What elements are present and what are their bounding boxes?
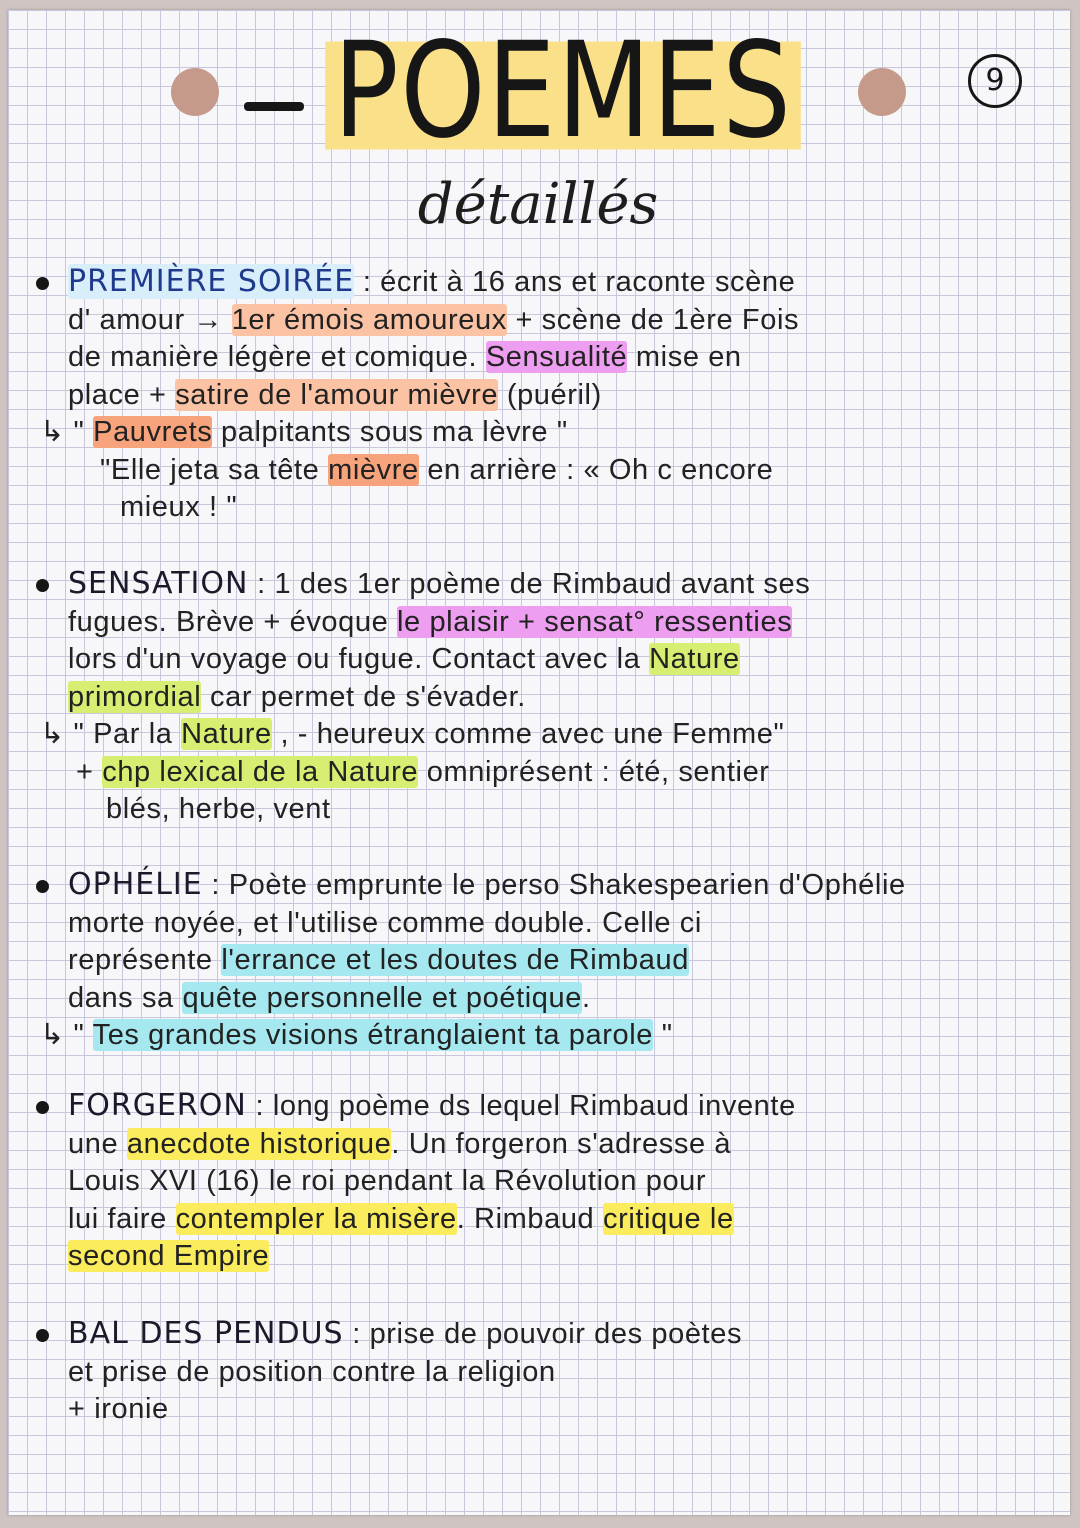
text: mise en <box>635 341 742 373</box>
highlighted-text: Sensualité <box>485 341 628 373</box>
section-line <box>68 1087 1066 1126</box>
section-line <box>68 980 1066 1018</box>
text: lui faire <box>68 1202 167 1235</box>
bullet-point <box>36 1101 49 1114</box>
highlighted-text: quête personnelle et poétique <box>182 981 582 1014</box>
text: Louis XVI (16) le roi pendant la Révolution pour <box>68 1165 707 1197</box>
text: + <box>76 755 94 788</box>
page-subtitle: détaillés <box>417 172 659 237</box>
section-ophelie <box>36 866 1066 1055</box>
text: : prise de pouvoir des poètes <box>352 1318 743 1350</box>
section-line <box>68 1315 1066 1354</box>
section-line <box>68 905 1066 943</box>
bullet-point <box>36 880 49 893</box>
section-line <box>68 377 1066 415</box>
highlighted-text: Tes grandes visions étranglaient ta parole <box>92 1019 654 1051</box>
section-line <box>68 1391 1066 1429</box>
text: ↳ " <box>40 1019 85 1051</box>
section-line <box>68 679 1066 717</box>
quote-line <box>120 489 1066 527</box>
text: + ironie <box>68 1393 169 1425</box>
text: . <box>582 981 591 1014</box>
text: palpitants sous ma lèvre " <box>221 416 568 448</box>
text: car permet de s'évader. <box>210 680 526 713</box>
title-dash <box>244 102 304 111</box>
text: : 1 des 1er poème de Rimbaud avant ses <box>257 568 811 600</box>
page-number: 9 <box>968 54 1022 108</box>
text: : écrit à 16 ans et raconte scène <box>362 266 796 298</box>
text: morte noyée, et l'utilise comme double. Celle ci <box>68 906 702 939</box>
highlighted-text: l'errance et les doutes de Rimbaud <box>221 944 689 976</box>
text: une <box>68 1127 119 1160</box>
text: lors d'un voyage ou fugue. Contact avec la <box>68 643 641 675</box>
notebook-page <box>8 10 1070 1515</box>
section-heading: OPHÉLIE <box>68 867 203 902</box>
highlighted-text: satire de l'amour mièvre <box>175 378 499 411</box>
section-premiere-soiree <box>36 263 1066 527</box>
section-sensation <box>36 565 1066 829</box>
text: dans sa <box>68 981 174 1014</box>
quote-line <box>40 414 1066 452</box>
punch-hole-left <box>171 68 219 116</box>
quote-line <box>100 452 1066 490</box>
highlighted-text: critique le <box>602 1202 734 1235</box>
section-line <box>68 1238 1066 1276</box>
highlighted-text: primordial <box>68 680 202 713</box>
quote-line <box>40 716 1066 754</box>
section-line <box>68 302 1066 340</box>
text: mieux ! " <box>120 491 238 523</box>
section-heading: SENSATION <box>68 566 249 601</box>
text: ↳ " <box>40 416 85 448</box>
text: de manière légère et comique. <box>68 341 478 373</box>
text: place + <box>68 378 167 411</box>
text: : Poète emprunte le perso Shakespearien d'Ophélie <box>211 869 906 901</box>
highlighted-text: Nature <box>181 718 272 750</box>
text: . Rimbaud <box>456 1202 595 1235</box>
text: : long poème ds lequel Rimbaud invente <box>255 1090 796 1122</box>
bullet-point <box>36 277 49 290</box>
text: , - heureux comme avec une Femme" <box>280 718 785 750</box>
section-line <box>106 791 1066 829</box>
text: fugues. Brève + évoque <box>68 605 389 638</box>
highlighted-text: le plaisir + sensat° ressenties <box>397 605 793 638</box>
bullet-point <box>36 1329 49 1342</box>
section-line <box>68 263 1066 302</box>
text: " <box>661 1019 673 1051</box>
section-line <box>68 1201 1066 1239</box>
text: + scène de 1ère Fois <box>515 303 800 336</box>
highlighted-text: second Empire <box>68 1240 270 1272</box>
section-heading: FORGERON <box>68 1088 247 1123</box>
text: en arrière : « Oh c encore <box>427 453 774 486</box>
section-line <box>68 565 1066 604</box>
text: et prise de position contre la religion <box>68 1355 556 1388</box>
text: omniprésent : été, sentier <box>426 755 770 788</box>
highlighted-text: Nature <box>649 643 740 675</box>
section-line <box>68 1163 1066 1201</box>
highlighted-text: contempler la misère <box>175 1202 457 1235</box>
text: représente <box>68 944 213 976</box>
text: ↳ " Par la <box>40 718 173 750</box>
page-title-text: POEMES <box>325 14 801 168</box>
section-line <box>68 942 1066 980</box>
section-line <box>68 1126 1066 1164</box>
highlighted-text: mièvre <box>328 453 419 486</box>
text: blés, herbe, vent <box>106 793 331 825</box>
text: (puéril) <box>506 378 602 411</box>
section-line <box>68 604 1066 642</box>
highlighted-text: Pauvrets <box>93 416 213 448</box>
highlighted-text: chp lexical de la Nature <box>102 755 419 788</box>
section-forgeron <box>36 1087 1066 1276</box>
page-title <box>309 16 817 166</box>
punch-hole-right <box>858 68 906 116</box>
quote-line <box>40 1017 1066 1055</box>
highlighted-text: anecdote historique <box>126 1127 392 1160</box>
bullet-point <box>36 579 49 592</box>
section-line <box>68 641 1066 679</box>
section-line <box>68 339 1066 377</box>
section-line <box>76 754 1066 792</box>
section-bal-des-pendus <box>36 1315 1066 1429</box>
section-heading: PREMIÈRE SOIRÉE <box>68 264 355 299</box>
text: "Elle jeta sa tête <box>100 453 320 486</box>
text: . Un forgeron s'adresse à <box>391 1127 732 1160</box>
section-line <box>68 866 1066 905</box>
text: d' amour → <box>68 303 223 336</box>
section-line <box>68 1354 1066 1392</box>
highlighted-text: 1er émois amoureux <box>231 303 507 336</box>
section-heading: BAL DES PENDUS <box>68 1316 344 1351</box>
